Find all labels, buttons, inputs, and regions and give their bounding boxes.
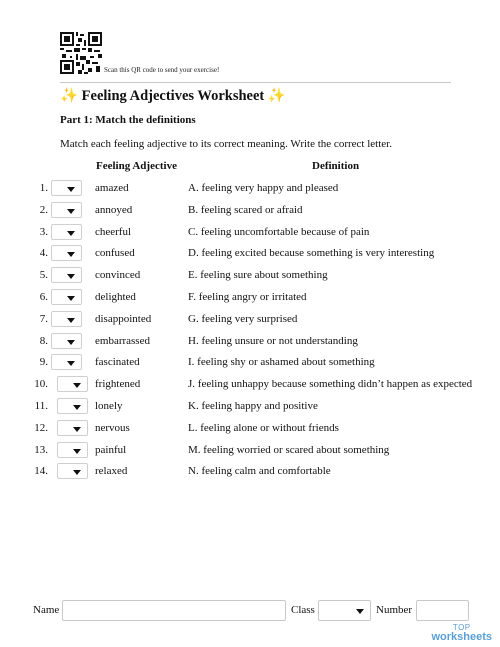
row-number: 9. xyxy=(39,356,48,369)
row-number: 5. xyxy=(39,269,48,282)
row-number: 13. xyxy=(34,443,48,456)
worksheet-row xyxy=(0,289,500,307)
adjective: disappointed xyxy=(95,312,152,325)
brand-logo[interactable] xyxy=(431,624,492,643)
definition: F. feeling angry or irritated xyxy=(188,291,307,303)
definition: N. feeling calm and comfortable xyxy=(188,465,331,478)
adjective: nervous xyxy=(95,421,130,434)
row-number: 2. xyxy=(39,203,48,216)
number-field[interactable] xyxy=(416,600,469,621)
chevron-down-icon xyxy=(67,274,75,279)
class-select[interactable] xyxy=(318,600,371,621)
number-label: Number xyxy=(376,604,413,616)
worksheet-row xyxy=(0,376,500,394)
adjective: amazed xyxy=(95,182,129,194)
adjective: embarrassed xyxy=(95,334,150,347)
answer-select[interactable] xyxy=(57,398,88,414)
row-number: 4. xyxy=(39,247,48,260)
answer-select[interactable] xyxy=(57,376,88,392)
answer-select[interactable] xyxy=(51,289,82,305)
chevron-down-icon xyxy=(73,470,81,475)
worksheet-row xyxy=(0,463,500,481)
answer-select[interactable] xyxy=(57,463,88,479)
row-number: 3. xyxy=(39,225,48,238)
row-number: 11. xyxy=(34,400,48,412)
answer-select[interactable] xyxy=(51,202,82,218)
chevron-down-icon xyxy=(67,296,75,301)
answer-select[interactable] xyxy=(57,420,88,436)
row-number: 12. xyxy=(34,421,48,434)
answer-select[interactable] xyxy=(51,311,82,327)
chevron-down-icon xyxy=(73,427,81,432)
definition: D. feeling excited because something is very interesting xyxy=(188,247,435,260)
chevron-down-icon xyxy=(67,252,75,257)
worksheet-row xyxy=(0,224,500,242)
answer-select[interactable] xyxy=(51,180,82,196)
chevron-down-icon xyxy=(73,449,81,454)
answer-select[interactable] xyxy=(51,333,82,349)
adjective: frightened xyxy=(95,378,141,391)
adjective: relaxed xyxy=(95,465,128,478)
row-number: 1. xyxy=(39,182,48,194)
chevron-down-icon xyxy=(67,231,75,236)
column-header-adjective: Feeling Adjective xyxy=(96,160,177,172)
worksheet-row xyxy=(0,202,500,220)
worksheet-row xyxy=(0,442,500,460)
chevron-down-icon xyxy=(67,187,75,192)
brand-logo-line2: worksheets xyxy=(431,631,492,643)
definition: A. feeling very happy and pleased xyxy=(188,182,339,194)
adjective: convinced xyxy=(95,269,141,282)
name-field[interactable] xyxy=(62,600,286,621)
divider xyxy=(60,82,451,83)
brand-logo-line1: TOP xyxy=(452,623,471,632)
adjective: delighted xyxy=(95,291,136,303)
chevron-down-icon xyxy=(67,209,75,214)
definition: M. feeling worried or scared about something xyxy=(188,443,390,456)
worksheet-row xyxy=(0,180,500,198)
answer-select[interactable] xyxy=(51,354,82,370)
qr-code-icon xyxy=(60,32,102,74)
adjective: lonely xyxy=(95,400,123,412)
adjective: fascinated xyxy=(95,356,140,369)
definition: C. feeling uncomfortable because of pain xyxy=(188,225,370,238)
adjective: confused xyxy=(95,247,135,260)
instructions: Match each feeling adjective to its correct meaning. Write the correct letter. xyxy=(60,138,392,150)
adjective: cheerful xyxy=(95,225,132,238)
part-heading: Part 1: Match the definitions xyxy=(60,114,196,126)
chevron-down-icon xyxy=(67,318,75,323)
row-number: 8. xyxy=(39,334,48,347)
definition: E. feeling sure about something xyxy=(188,269,328,282)
answer-select[interactable] xyxy=(51,245,82,261)
definition: K. feeling happy and positive xyxy=(188,400,318,412)
worksheet-row xyxy=(0,333,500,351)
row-number: 14. xyxy=(34,465,48,478)
adjective: painful xyxy=(95,443,127,456)
class-label: Class xyxy=(291,604,315,616)
definition: B. feeling scared or afraid xyxy=(188,203,303,216)
worksheet-row xyxy=(0,398,500,416)
worksheet-row xyxy=(0,420,500,438)
definition: H. feeling unsure or not understanding xyxy=(188,334,358,347)
answer-select[interactable] xyxy=(51,267,82,283)
definition: I. feeling shy or ashamed about something xyxy=(188,356,375,369)
worksheet-row xyxy=(0,311,500,329)
row-number: 10. xyxy=(34,378,48,391)
page-title: ✨ Feeling Adjectives Worksheet ✨ xyxy=(60,88,286,104)
chevron-down-icon xyxy=(356,609,364,614)
row-number: 6. xyxy=(39,291,48,303)
chevron-down-icon xyxy=(73,383,81,388)
worksheet-row xyxy=(0,354,500,372)
name-label: Name xyxy=(33,604,60,616)
chevron-down-icon xyxy=(67,361,75,366)
qr-caption: Scan this QR code to send your exercise! xyxy=(104,66,220,74)
answer-select[interactable] xyxy=(51,224,82,240)
chevron-down-icon xyxy=(73,405,81,410)
answer-select[interactable] xyxy=(57,442,88,458)
worksheet-row xyxy=(0,245,500,263)
adjective: annoyed xyxy=(95,203,133,216)
worksheet-row xyxy=(0,267,500,285)
chevron-down-icon xyxy=(67,340,75,345)
column-header-definition: Definition xyxy=(312,160,360,172)
definition: G. feeling very surprised xyxy=(188,312,298,325)
definition: J. feeling unhappy because something didn’t happen as expected xyxy=(188,378,473,391)
row-number: 7. xyxy=(39,312,48,325)
definition: L. feeling alone or without friends xyxy=(188,421,339,434)
